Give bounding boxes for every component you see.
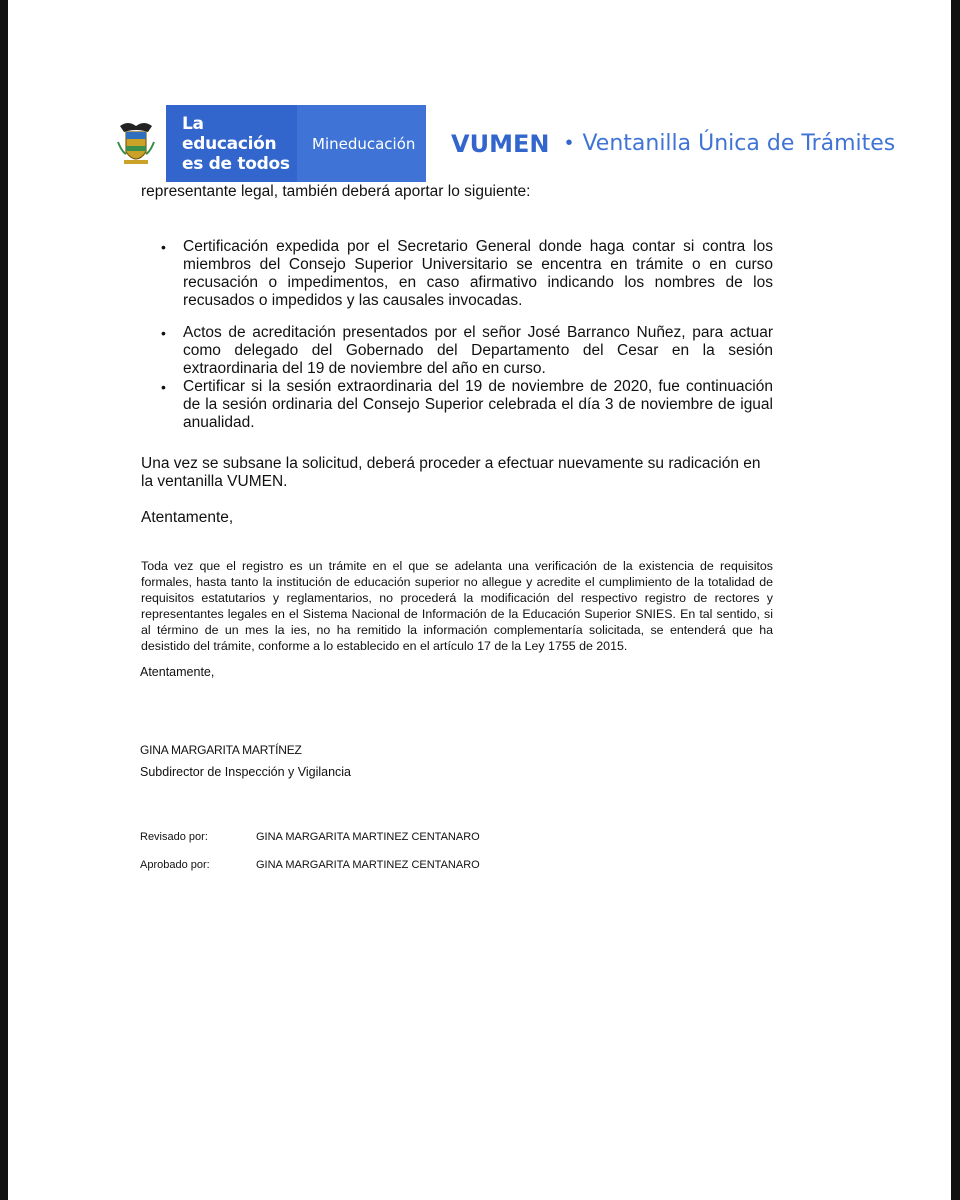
coat-of-arms-icon — [106, 105, 166, 182]
left-frame-edge — [0, 0, 8, 1200]
intro-line: representante legal, también deberá aportar lo siguiente: — [141, 183, 531, 200]
closing-paragraph: Una vez se subsane la solicitud, deberá proceder a efectuar nuevamente su radicación en la ventanilla VUMEN. — [141, 455, 761, 490]
requirements-list — [161, 238, 773, 432]
slogan-line-1: La educación — [182, 113, 277, 154]
vumen-logo: VUMEN — [451, 129, 550, 158]
approved-name: GINA MARGARITA MARTINEZ CENTANARO — [256, 859, 480, 871]
brand-slogan — [166, 105, 297, 182]
ministry-label-box — [297, 105, 426, 182]
signatory-name: GINA MARGARITA MARTÍNEZ — [140, 743, 302, 757]
list-item: • Certificación expedida por el Secretario General donde haga contar si contra los miembros del Consejo Superior Universitario se encentra en trámite o en curso recusación o impedimentos, en caso afirmativo indicando los nombres de los recusados o impedidos y las causales invocadas. — [161, 238, 773, 310]
document-page — [8, 0, 951, 1200]
approved-label: Aprobado por: — [140, 859, 210, 871]
letterhead — [106, 105, 895, 182]
reviewed-name: GINA MARGARITA MARTINEZ CENTANARO — [256, 831, 480, 843]
vumen-description: Ventanilla Única de Trámites — [582, 131, 896, 156]
brand-banner — [166, 105, 426, 182]
ministry-label: Mineducación — [312, 134, 416, 153]
regards-2: Atentamente, — [140, 665, 215, 679]
list-item: • Certificar si la sesión extraordinaria del 19 de noviembre de 2020, fue continuación de la sesión ordinaria del Consejo Superior celebrada el día 3 de noviembre de igual anualidad. — [161, 378, 773, 432]
signatory-title: Subdirector de Inspección y Vigilancia — [140, 765, 352, 779]
header-separator: • — [565, 132, 573, 154]
slogan-line-2: es de todos — [182, 153, 290, 174]
right-frame-edge — [951, 0, 960, 1200]
reviewed-label: Revisado por: — [140, 831, 208, 843]
regards-1: Atentamente, — [141, 509, 234, 526]
legal-notice: Toda vez que el registro es un trámite en el que se adelanta una verificación de la existencia de requisitos formales, hasta tanto la institución de educación superior no allegue y acredite el cumplimiento de la totalidad de requisitos estatutarios y reglamentarios, no procederá la modificación del respectivo registro de rectores y representantes legales en el Sistema Nacional de Información de la Educación Superior SNIES. En tal sentido, si al término de un mes la ies, no ha remitido la información complementaría solicitada, se entenderá que ha desistido del trámite, conforme a lo establecido en el artículo 17 de la Ley 1755 de 2015. — [141, 559, 773, 653]
list-item: • Actos de acreditación presentados por el señor José Barranco Nuñez, para actuar como delegado del Gobernado del Departamento del Cesar en la sesión extraordinaria del 19 de noviembre del año en curso. — [161, 324, 773, 378]
